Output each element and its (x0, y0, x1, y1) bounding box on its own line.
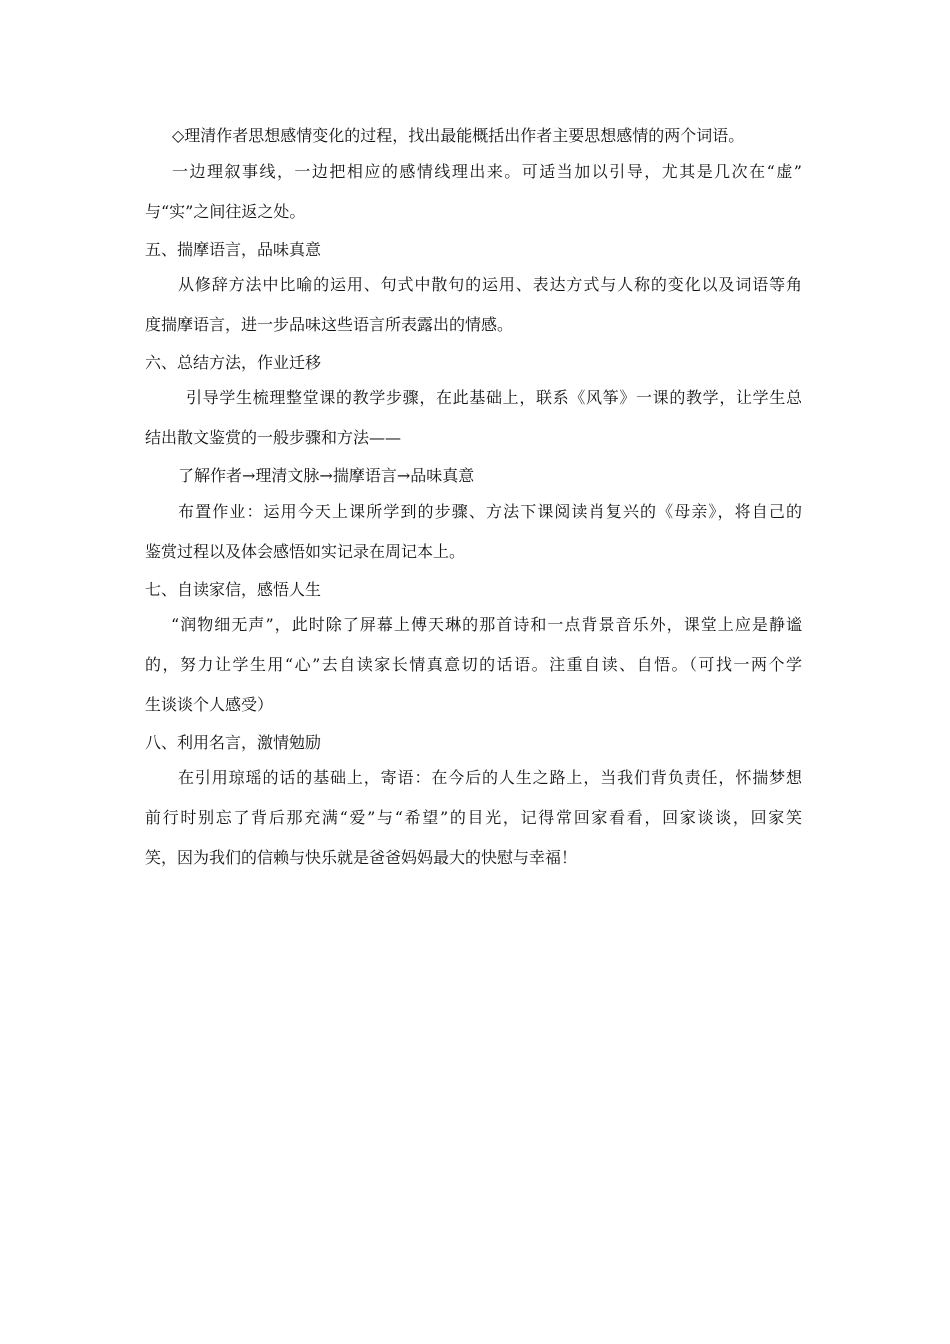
text-line: 前行时别忘了背后那充满“爱”与“希望”的目光，记得常回家看看，回家谈谈，回家笑 (145, 808, 802, 827)
text-line: ◇理清作者思想感情变化的过程，找出最能概括出作者主要思想感情的两个词语。 (172, 126, 745, 145)
text-line: 从修辞方法中比喻的运用、句式中散句的运用、表达方式与人称的变化以及词语等角 (178, 275, 802, 294)
section-heading: 五、揣摩语言，品味真意 (145, 240, 322, 259)
text-line: 了解作者→理清文脉→揣摩语言→品味真意 (178, 466, 475, 485)
text-line: 一边理叙事线，一边把相应的感情线理出来。可适当加以引导，尤其是几次在“虚” (172, 162, 802, 181)
section-heading: 六、总结方法，作业迁移 (145, 353, 322, 372)
text-line: 的，努力让学生用“心”去自读家长情真意切的话语。注重自读、自悟。（可找一两个学 (145, 655, 802, 674)
section-heading: 七、自读家信，感悟人生 (145, 580, 322, 599)
section-heading: 八、利用名言，激情勉励 (145, 733, 322, 752)
text-line: 引导学生梳理整堂课的教学步骤，在此基础上，联系《风筝》一课的教学，让学生总 (186, 388, 802, 407)
text-line: 度揣摩语言，进一步品味这些语言所表露出的情感。 (145, 315, 514, 334)
text-line: 鉴赏过程以及体会感悟如实记录在周记本上。 (145, 542, 466, 561)
text-line: 结出散文鉴赏的一般步骤和方法—— (145, 428, 402, 447)
text-line: 在引用琼瑶的话的基础上，寄语：在今后的人生之路上，当我们背负责任，怀揣梦想 (178, 768, 802, 787)
text-line: 与“实”之间往返之处。 (145, 202, 306, 221)
text-line: 生谈谈个人感受） (145, 695, 274, 714)
text-line: “润物细无声”，此时除了屏幕上傅天琳的那首诗和一点背景音乐外，课堂上应是静谧 (171, 615, 802, 634)
text-line: 笑，因为我们的信赖与快乐就是爸爸妈妈最大的快慰与幸福！ (145, 848, 578, 867)
text-line: 布置作业：运用今天上课所学到的步骤、方法下课阅读肖复兴的《母亲》，将自己的 (178, 502, 802, 521)
